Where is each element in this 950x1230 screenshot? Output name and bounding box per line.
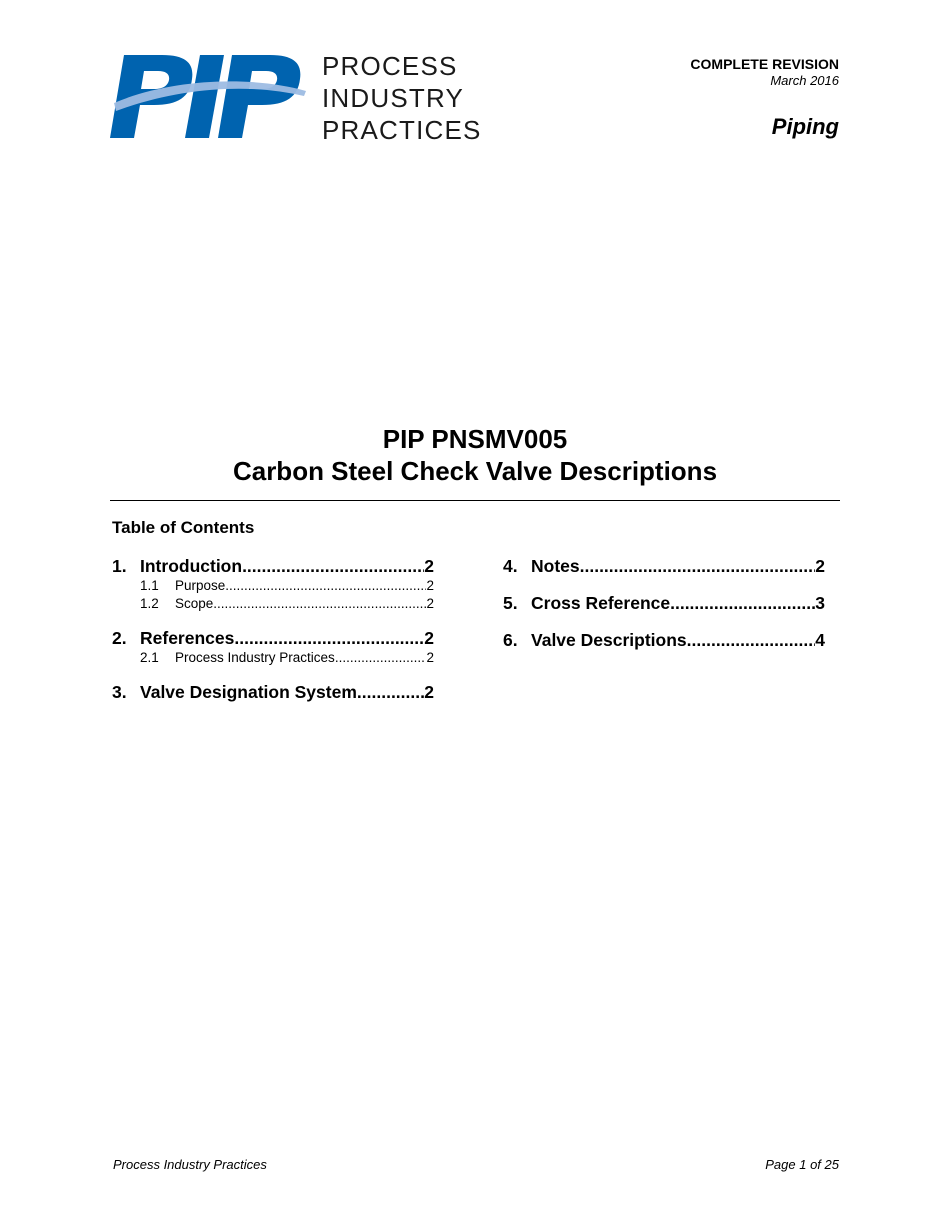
toc-subentry-label: Scope [175, 596, 214, 611]
document-code: PIP PNSMV005 [382, 424, 568, 454]
toc-leader [234, 627, 424, 649]
toc-heading: Table of Contents [112, 518, 255, 537]
toc-entry-references[interactable] [112, 627, 434, 649]
toc-subentry-number: 2.1 [140, 650, 159, 665]
logo-line-industry: INDUSTRY [322, 83, 465, 113]
toc-leader [687, 629, 816, 651]
toc-entry-label: Valve Descriptions [531, 630, 687, 650]
toc-leader [225, 577, 426, 595]
toc-leader [670, 592, 815, 614]
toc-leader [357, 681, 424, 703]
toc-entry-number: 6. [503, 630, 518, 650]
logo-line-practices: PRACTICES [322, 115, 482, 145]
toc-subentry-process-industry-practices[interactable] [112, 649, 434, 667]
toc-entry-number: 4. [503, 556, 518, 576]
toc-subentry-purpose[interactable] [112, 577, 434, 595]
toc-leader [335, 649, 427, 667]
toc-subentry-label: Purpose [175, 578, 226, 593]
toc-entry-introduction[interactable] [112, 555, 434, 577]
toc-entry-notes[interactable] [503, 555, 825, 577]
toc-entry-page: 4 [815, 630, 825, 650]
toc-entry-label: Notes [531, 556, 580, 576]
toc-entry-page: 3 [815, 593, 825, 613]
footer-page-number: Page 1 of 25 [765, 1157, 839, 1172]
toc-entry-label: References [140, 628, 235, 648]
toc-subentry-number: 1.2 [140, 596, 159, 611]
toc-subentry-page: 2 [426, 578, 434, 593]
toc-entry-page: 2 [424, 628, 434, 648]
toc-subentry-scope[interactable] [112, 595, 434, 613]
logo-line-process: PROCESS [322, 51, 458, 81]
toc-entry-number: 2. [112, 628, 127, 648]
toc-entry-label: Introduction [140, 556, 243, 576]
toc-subentry-page: 2 [426, 596, 434, 611]
toc-entry-cross-reference[interactable] [503, 592, 825, 614]
toc-entry-page: 2 [424, 556, 434, 576]
document-title: Carbon Steel Check Valve Descriptions [232, 456, 718, 486]
toc-entry-page: 2 [815, 556, 825, 576]
toc-entry-valve-descriptions[interactable] [503, 629, 825, 651]
logo-wordmark [322, 50, 482, 146]
toc-left-column [112, 555, 434, 703]
pip-logo-mark [110, 53, 310, 141]
toc-entry-number: 3. [112, 682, 127, 702]
toc-subentry-number: 1.1 [140, 578, 159, 593]
document-category: Piping [771, 114, 839, 139]
toc-subentry-label: Process Industry Practices [175, 650, 335, 665]
toc-leader [242, 555, 424, 577]
toc-right-column [503, 555, 825, 651]
toc-subentry-page: 2 [426, 650, 434, 665]
toc-entry-page: 2 [424, 682, 434, 702]
revision-block [690, 56, 839, 89]
toc-leader [580, 555, 816, 577]
pip-logo [110, 50, 480, 145]
toc-leader [213, 595, 426, 613]
toc-entry-label: Cross Reference [531, 593, 671, 613]
title-divider [110, 500, 840, 501]
revision-status: COMPLETE REVISION [690, 56, 839, 72]
toc-entry-valve-designation-system[interactable] [112, 681, 434, 703]
footer-organization: Process Industry Practices [113, 1157, 267, 1172]
toc-entry-number: 5. [503, 593, 518, 613]
toc-entry-number: 1. [112, 556, 127, 576]
revision-date: March 2016 [770, 73, 839, 88]
document-title-block [0, 423, 950, 487]
toc-entry-label: Valve Designation System [140, 682, 357, 702]
